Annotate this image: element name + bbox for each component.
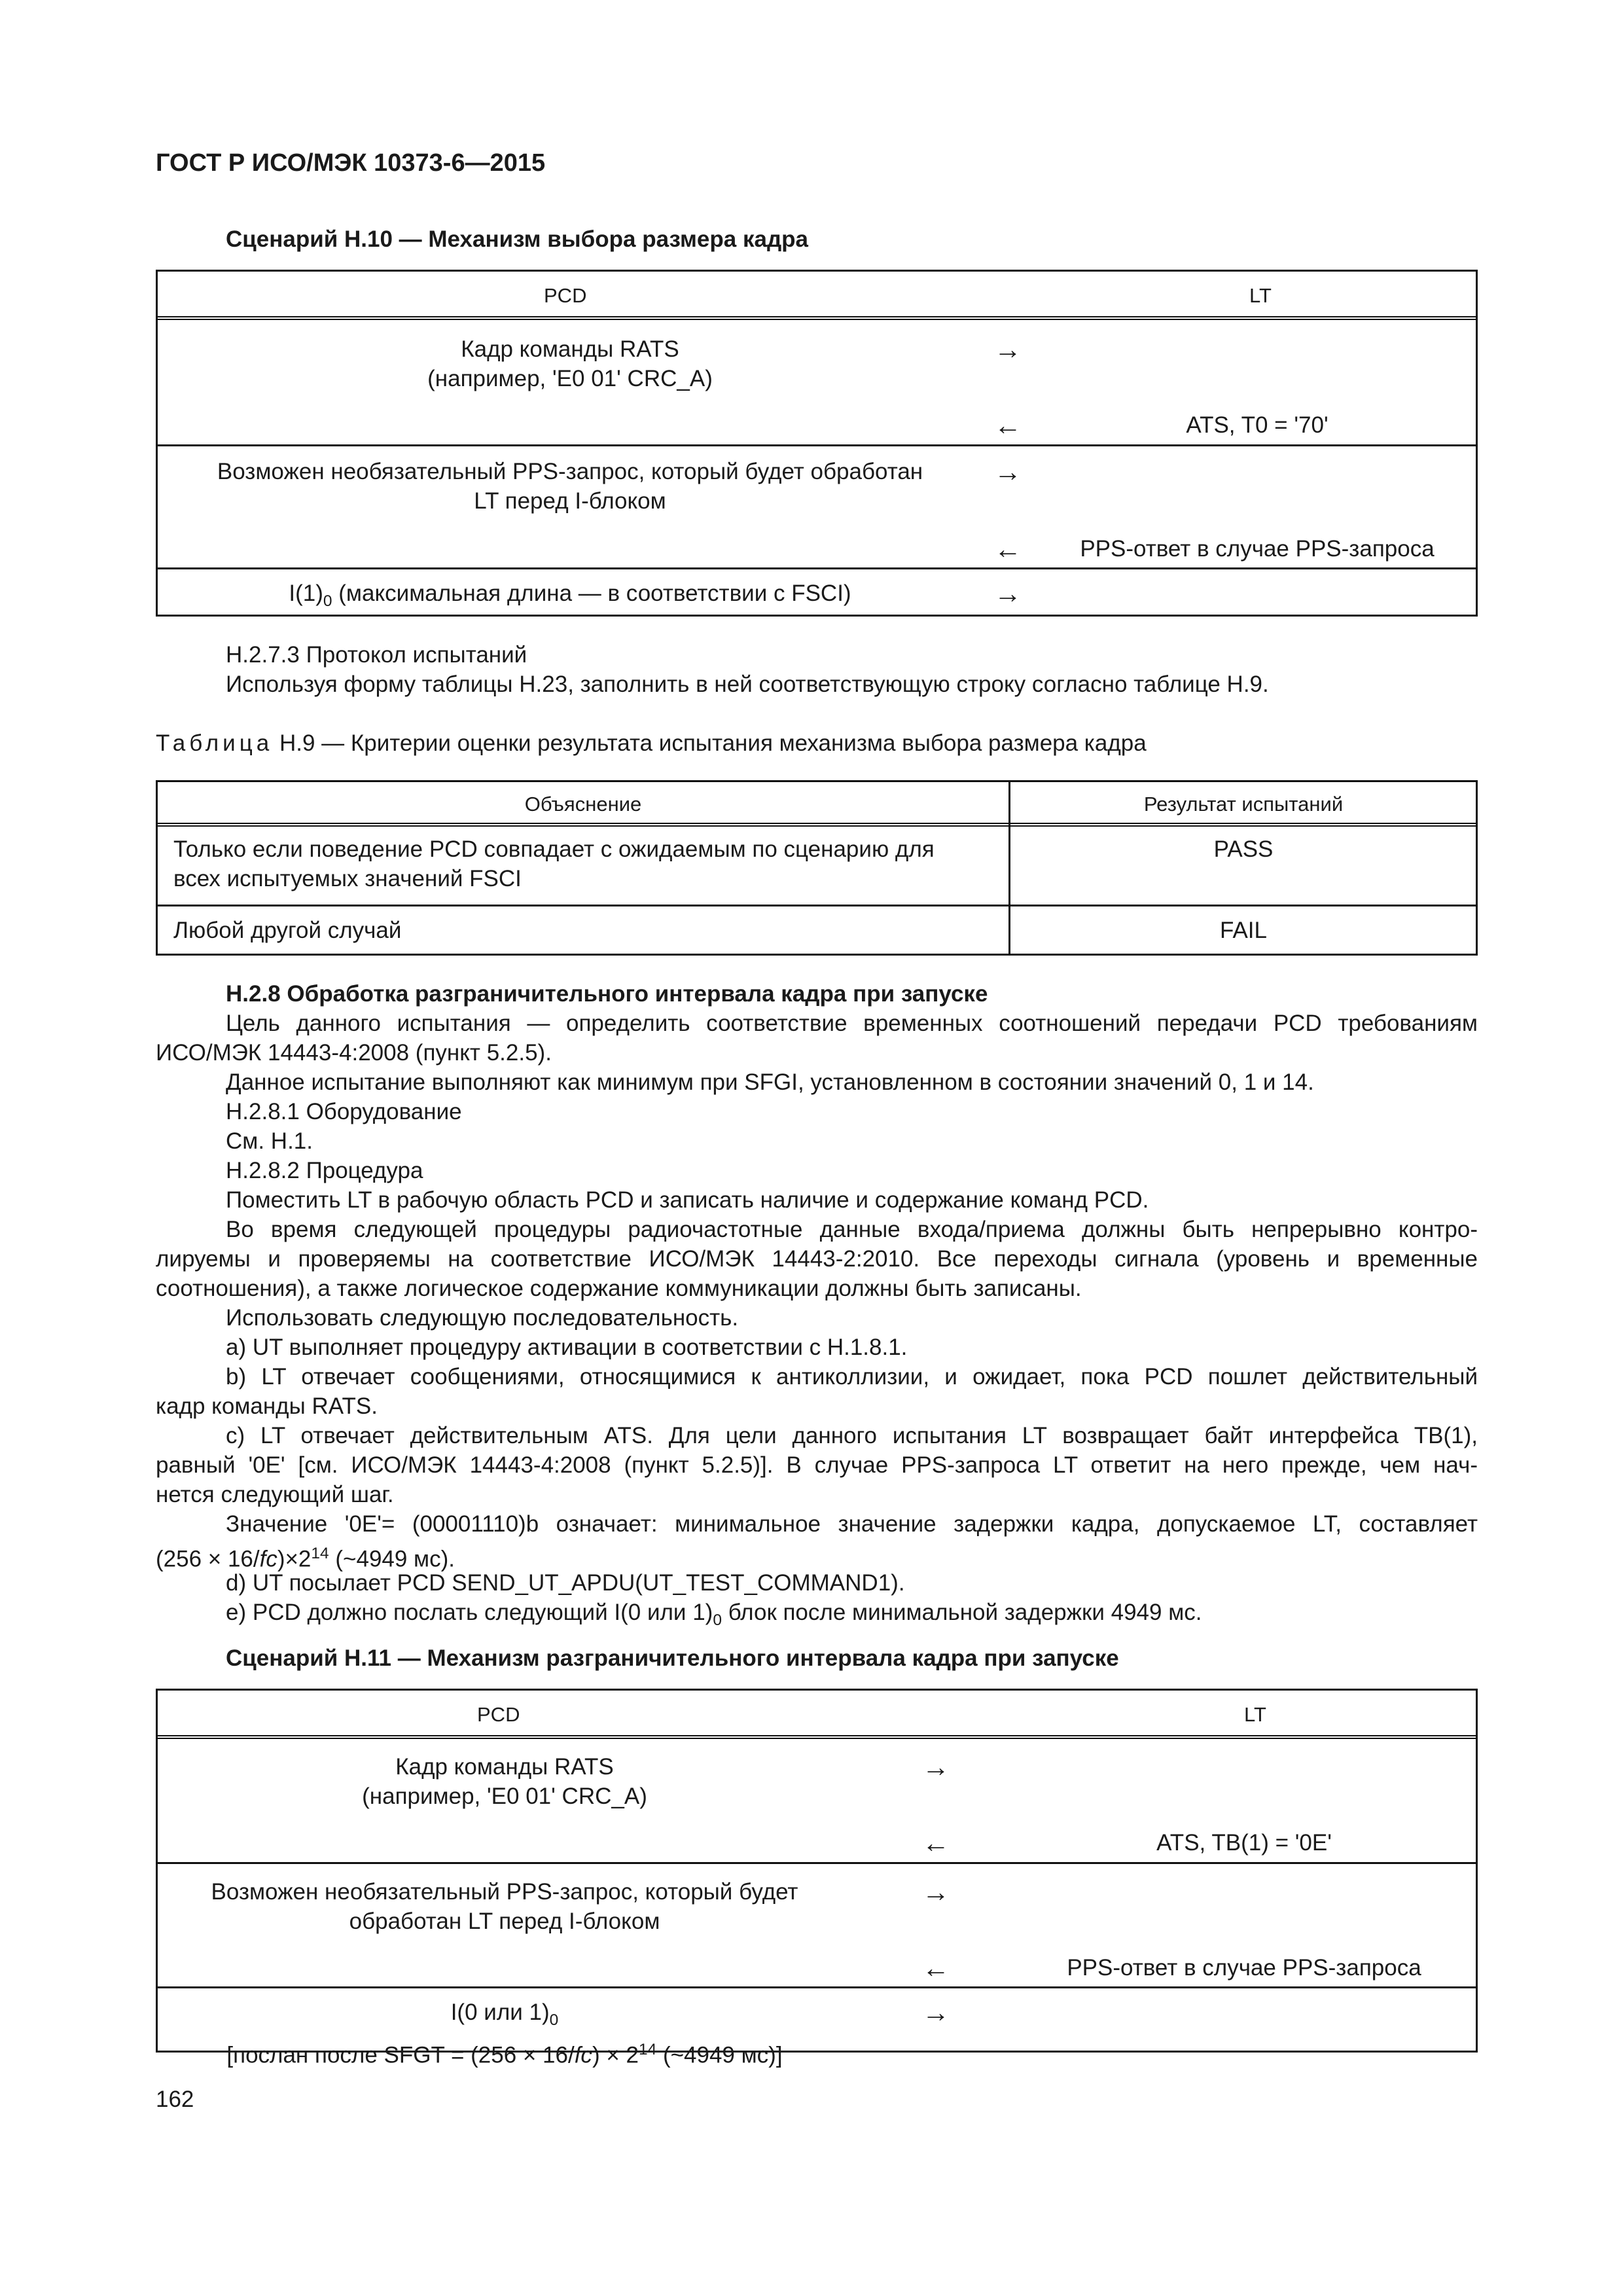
table-h9: [156, 780, 1478, 956]
paragraph-line: Использовать следующую последовательность.: [226, 1305, 739, 1331]
table-row: [158, 444, 1476, 564]
item-text: e) PCD должно послать следующий I(0 или 1): [226, 1600, 713, 1625]
pcd-cell: [158, 457, 982, 516]
lt-cell: ATS, T0 = '70': [1186, 412, 1329, 438]
list-item: a) UT выполняет процедуру активации в соответствии с H.1.8.1.: [226, 1335, 908, 1360]
formula-text: )×2: [277, 1546, 312, 1572]
col-result: Результат испытаний: [1143, 793, 1344, 816]
subscript: 0: [323, 592, 332, 610]
scenario-h10-title: Сценарий H.10 — Механизм выбора размера кадра: [226, 226, 809, 252]
paragraph-line: Данное испытание выполняют как минимум при SFGI, установленном в состоянии значений 0, 1 и 14.: [226, 1069, 1314, 1095]
pcd-text: Кадр команды RATS: [461, 336, 679, 362]
table-row: [158, 567, 1476, 610]
pcd-cell: [158, 334, 982, 393]
paragraph-line: равный '0E' [см. ИСО/МЭК 14443-4:2008 (пункт 5.2.5)]. В случае PPS-запроса LT ответит на него прежде, чем нач-: [156, 1452, 1478, 1478]
paragraph-line: Во время следующей процедуры радиочастотные данные входа/приема должны быть непрерывно контро-: [226, 1217, 1478, 1242]
pcd-text: (например, 'E0 01' CRC_A): [362, 1784, 647, 1809]
col-explanation: Объяснение: [524, 793, 642, 816]
page-number: 162: [156, 2087, 194, 2112]
paragraph-line: кадр команды RATS.: [156, 1393, 378, 1419]
section-heading: H.2.8 Обработка разграничительного интервала кадра при запуске: [226, 981, 988, 1007]
arrow-right-icon: →: [994, 578, 1022, 609]
explanation-cell: [173, 834, 935, 893]
subscript: 0: [549, 2011, 559, 2029]
lt-cell: PPS-ответ в случае PPS-запроса: [1067, 1955, 1421, 1981]
formula-text: (~4949 мс).: [329, 1546, 455, 1572]
col-pcd: PCD: [544, 284, 587, 307]
scenario-h10-table: [156, 270, 1478, 617]
list-item: b) LT отвечает сообщениями, относящимися к антиколлизии, и ожидает, пока PCD пошлет действительный: [226, 1364, 1478, 1390]
paragraph-line: соотношения), а также логическое содержание коммуникации должны быть записаны.: [156, 1276, 1082, 1301]
table-header: [158, 272, 1476, 320]
result-cell: FAIL: [1220, 918, 1267, 943]
arrow-left-icon: ←: [994, 410, 1022, 440]
pcd-text: Возможен необязательный PPS-запрос, который будет обработан: [217, 459, 923, 484]
superscript: 14: [311, 1545, 329, 1562]
col-pcd: PCD: [477, 1703, 520, 1726]
table-row: [158, 827, 1476, 901]
arrow-right-icon: →: [922, 1997, 950, 2028]
cell-text: Только если поведение PCD совпадает с ожидаемым по сценарию для: [173, 836, 935, 862]
arrow-right-icon: →: [922, 1751, 950, 1782]
explanation-cell: Любой другой случай: [173, 918, 402, 943]
scenario-h11-title: Сценарий H.11 — Механизм разграничительного интервала кадра при запуске: [226, 1645, 1119, 1671]
subsection-heading: H.2.8.1 Оборудование: [226, 1099, 462, 1124]
col-lt: LT: [1244, 1703, 1266, 1726]
col-lt: LT: [1249, 284, 1272, 307]
caption-text: H.9 — Критерии оценки результата испытания механизма выбора размера кадра: [273, 730, 1147, 756]
list-item: [156, 1598, 1478, 1635]
pcd-cell: [158, 1752, 851, 1811]
pcd-text-part: [послан после SFGT = (256 × 16/: [226, 2042, 575, 2068]
formula-var: fc: [574, 2042, 592, 2068]
pcd-text-part: (~4949 мс)]: [656, 2042, 783, 2068]
pcd-text: [158, 2035, 963, 2070]
arrow-left-icon: ←: [922, 1952, 950, 1983]
paragraph-line: Используя форму таблицы H.23, заполнить в ней соответствующую строку согласно таблице H.9.: [226, 672, 1269, 697]
pcd-text: Возможен необязательный PPS-запрос, который будет: [211, 1879, 798, 1905]
pcd-text: Кадр команды RATS: [395, 1754, 614, 1780]
pcd-cell: [158, 579, 982, 616]
paragraph-line: Поместить LT в рабочую область PCD и записать наличие и содержание команд PCD.: [226, 1187, 1149, 1213]
arrow-right-icon: →: [994, 334, 1022, 365]
paragraph-line: лируемы и проверяемы на соответствие ИСО/МЭК 14443-2:2010. Все переходы сигнала (уровень и временные: [156, 1246, 1478, 1272]
caption-word: Таблица: [156, 730, 274, 756]
pcd-text: [158, 1998, 963, 2035]
paragraph-line: Значение '0E'= (00001110)b означает: минимальное значение задержки кадра, допускаемое LT, составляет: [226, 1511, 1478, 1537]
paragraph-line: нется следующий шаг.: [156, 1482, 394, 1507]
subscript: 0: [713, 1611, 722, 1629]
pcd-text: (например, 'E0 01' CRC_A): [427, 366, 713, 391]
pcd-text: (максимальная длина — в соответствии с FSCI): [332, 581, 851, 606]
list-item: d) UT посылает PCD SEND_UT_APDU(UT_TEST_COMMAND1).: [226, 1570, 905, 1596]
table-caption: [156, 730, 1147, 757]
table-header: [158, 782, 1476, 827]
lt-cell: ATS, TB(1) = '0E': [1156, 1830, 1332, 1856]
arrow-right-icon: →: [994, 456, 1022, 487]
superscript: 14: [638, 2041, 657, 2058]
table-row: [158, 905, 1476, 943]
pcd-text-part: I(0 или 1): [450, 2000, 550, 2025]
table-header: [158, 1691, 1476, 1739]
lt-cell: PPS-ответ в случае PPS-запроса: [1080, 536, 1435, 562]
formula-var: fc: [259, 1546, 277, 1572]
formula-text: (256 × 16/: [156, 1546, 260, 1572]
arrow-left-icon: ←: [994, 533, 1022, 564]
pcd-text: LT перед I-блоком: [474, 488, 666, 514]
pcd-cell: [158, 1877, 851, 1936]
paragraph-line: ИСО/МЭК 14443-4:2008 (пункт 5.2.5).: [156, 1040, 552, 1066]
list-item: c) LT отвечает действительным ATS. Для цели данного испытания LT возвращает байт интерфейса TB(1),: [226, 1423, 1478, 1448]
result-cell: PASS: [1213, 836, 1274, 862]
subsection-heading: H.2.8.2 Процедура: [226, 1158, 423, 1183]
paragraph-line: Цель данного испытания — определить соответствие временных соотношений передачи PCD требованиям: [226, 1011, 1478, 1036]
pcd-cell: [158, 1998, 963, 2070]
subsection-heading: H.2.7.3 Протокол испытаний: [226, 642, 527, 668]
table-row: [158, 1862, 1476, 1983]
arrow-left-icon: ←: [922, 1827, 950, 1858]
paragraph-line: См. H.1.: [226, 1128, 313, 1154]
pcd-text-part: ) × 2: [592, 2042, 639, 2068]
item-text: блок после минимальной задержки 4949 мс.: [721, 1600, 1202, 1625]
pcd-text: обработан LT перед I-блоком: [349, 1909, 660, 1934]
cell-text: всех испытуемых значений FSCI: [173, 866, 522, 891]
arrow-right-icon: →: [922, 1876, 950, 1907]
document-header: ГОСТ Р ИСО/МЭК 10373-6—2015: [156, 149, 546, 177]
pcd-text: I(1): [289, 581, 323, 606]
